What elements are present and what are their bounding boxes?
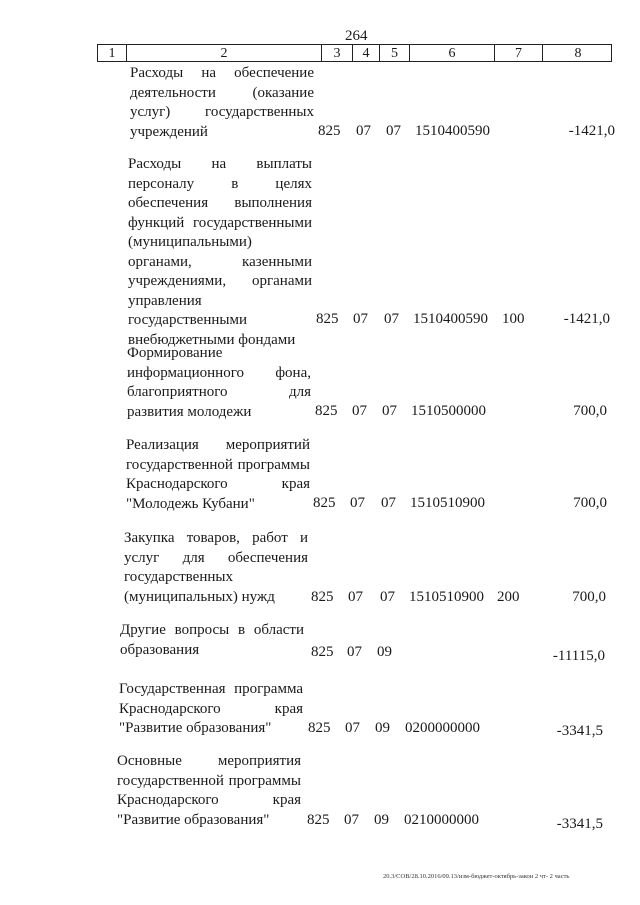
section-code: 07 (347, 644, 362, 660)
target-item-code: 0200000000 (405, 720, 480, 736)
subsection-code: 07 (384, 311, 399, 327)
page-number: 264 (345, 28, 368, 44)
amount: -11115,0 (552, 648, 605, 664)
ved-code: 825 (315, 403, 338, 419)
section-code: 07 (353, 311, 368, 327)
target-item-code: 0210000000 (404, 812, 479, 828)
ved-code: 825 (318, 123, 341, 139)
section-code: 07 (345, 720, 360, 736)
subsection-code: 09 (377, 644, 392, 660)
subsection-code: 07 (386, 123, 401, 139)
section-code: 07 (356, 123, 371, 139)
target-item-code: 1510400590 (415, 123, 490, 139)
column-header-6: 6 (409, 45, 494, 61)
column-header-7: 7 (494, 45, 542, 61)
section-code: 07 (350, 495, 365, 511)
subsection-code: 07 (382, 403, 397, 419)
subsection-code: 09 (375, 720, 390, 736)
ved-code: 825 (316, 311, 339, 327)
section-code: 07 (352, 403, 367, 419)
section-code: 07 (348, 589, 363, 605)
section-code: 07 (344, 812, 359, 828)
amount: -1421,0 (563, 311, 610, 327)
row-description: Расходы на выплаты персоналу в целях обеспечения выполнения функций государственными (муниципальными) органами, казенными учреждениями, органами управления государственными внебюджетными фондами (128, 156, 312, 348)
amount: -3341,5 (556, 723, 603, 739)
amount: 700,0 (573, 495, 607, 511)
amount: -1421,0 (568, 123, 615, 139)
column-header-1: 1 (108, 46, 116, 61)
row-description: Формирование информационного фона, благоприятного для развития молодежи (127, 345, 311, 420)
ved-code: 825 (307, 812, 330, 828)
row-description: Реализация мероприятий государственной программы Краснодарского края "Молодежь Кубани" (126, 437, 310, 512)
ved-code: 825 (311, 589, 334, 605)
column-header-4: 4 (352, 45, 379, 61)
row-description: Расходы на обеспечение деятельности (оказание услуг) государственных учреждений (130, 65, 314, 140)
column-header-8: 8 (542, 45, 613, 61)
column-header-5: 5 (379, 45, 409, 61)
document-footer: 20.3/СОВ/28.10.2016/09.13/изм-бюджет-октябрь-закон 2 чт- 2 часть (383, 873, 570, 880)
column-header-3: 3 (321, 45, 352, 61)
amount: 700,0 (572, 589, 606, 605)
subsection-code: 09 (374, 812, 389, 828)
row-description: Основные мероприятия государственной программы Краснодарского края "Развитие образования" (117, 753, 301, 828)
target-item-code: 1510400590 (413, 311, 488, 327)
target-item-code: 1510500000 (411, 403, 486, 419)
subsection-code: 07 (381, 495, 396, 511)
column-header-row (97, 44, 612, 62)
ved-code: 825 (311, 644, 334, 660)
row-description: Государственная программа Краснодарского края "Развитие образования" (119, 681, 303, 736)
ved-code: 825 (308, 720, 331, 736)
row-description: Другие вопросы в области образования (120, 622, 304, 658)
target-item-code: 1510510900 (409, 589, 484, 605)
amount: 700,0 (573, 403, 607, 419)
expense-type-code: 200 (497, 589, 520, 605)
amount: -3341,5 (556, 816, 603, 832)
row-description: Закупка товаров, работ и услуг для обеспечения государственных (муниципальных) нужд (124, 530, 308, 605)
expense-type-code: 100 (502, 311, 525, 327)
subsection-code: 07 (380, 589, 395, 605)
target-item-code: 1510510900 (410, 495, 485, 511)
column-header-2: 2 (126, 45, 321, 61)
ved-code: 825 (313, 495, 336, 511)
